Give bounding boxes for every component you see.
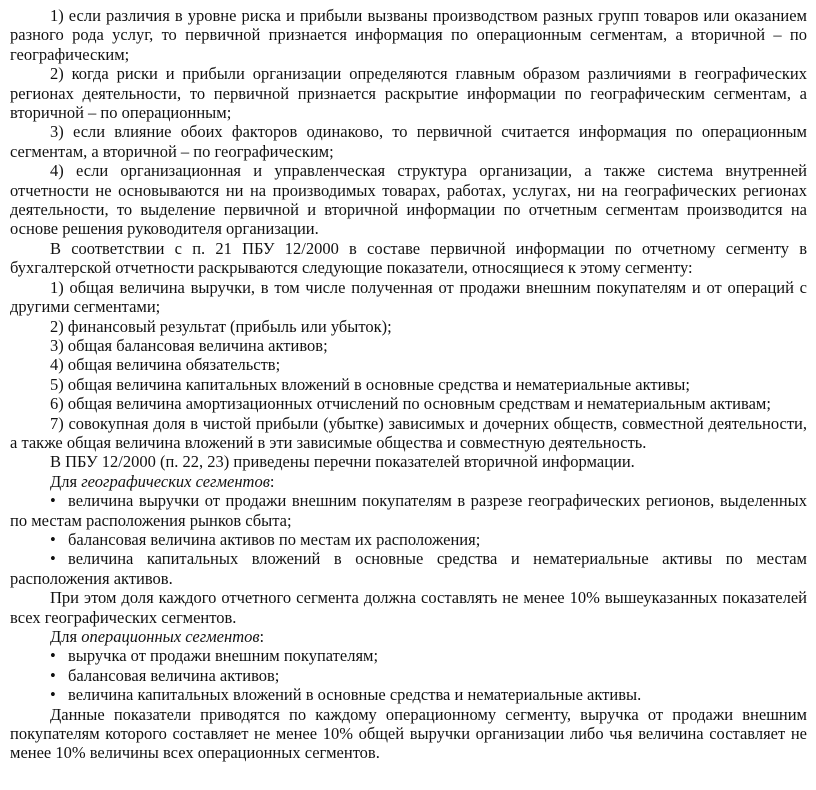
bullet-text: величина капитальных вложений в основные средства и нематериальные активы. [68, 685, 642, 705]
paragraph-list2-item5: 5) общая величина капитальных вложений в основные средства и нематериальные активы; [50, 374, 690, 394]
geo-label-suffix: : [269, 471, 275, 491]
paragraph-list2-item2: 2) финансовый результат (прибыль или убыток); [50, 316, 392, 336]
bullet-text: выручка от продажи внешним покупателям; [68, 646, 379, 666]
geo-segments-label [10, 472, 807, 491]
bullet-icon: • [50, 549, 56, 569]
paragraph-list1-item3: 3) если влияние обоих факторов одинаково, то первичной считается информация по операционным сегментам, а вторичной – по географическим; [10, 122, 807, 161]
bullet-text: балансовая величина активов по местам их расположения; [68, 529, 481, 549]
bullet-text: величина выручки от продажи внешним покупателям в разрезе географических регионов, выделенных по местам расположения рынков сбыта; [10, 491, 807, 530]
op-label-prefix: Для [50, 627, 82, 646]
op-bullet-item1 [10, 646, 807, 665]
paragraph-intro3: В ПБУ 12/2000 (п. 22, 23) приведены перечни показателей вторичной информации. [50, 452, 635, 472]
op-label-suffix: : [259, 627, 265, 646]
bullet-icon: • [50, 529, 56, 549]
paragraph-list2-item7: 7) совокупная доля в чистой прибыли (убытке) зависимых и дочерних обществ, совместной деятельности, а также общая величина вложений в эти зависимые общества и совместную деятельность. [10, 413, 807, 452]
op-bullet-item3 [10, 685, 807, 704]
bullet-icon: • [50, 646, 56, 666]
bullet-text: величина капитальных вложений в основные средства и нематериальные активы по местам расположения активов. [10, 549, 807, 588]
geo-bullet-item2 [10, 530, 807, 549]
paragraph-list1-item4: 4) если организационная и управленческая структура организации, а также система внутренней отчетности не основываются ни на производимых товарах, работах, услугах, ни на географических регионах деятельности, то выделение первичной и вторичной информации по отчетным сегментам производится на основе решения руководителя организации. [10, 161, 807, 239]
op-bullet-item2 [10, 666, 807, 685]
op-label-emphasis: операционных сегментов [81, 627, 260, 646]
paragraph-closing: Данные показатели приводятся по каждому операционному сегменту, выручка от продажи внешним покупателям которого составляет не менее 10% общей выручки организации либо чья величина составляет не менее 10% величины всех операционных сегментов. [10, 704, 807, 763]
paragraph-list2-item4: 4) общая величина обязательств; [50, 355, 281, 375]
geo-label-emphasis: географических сегментов [81, 471, 270, 491]
paragraph-list2-item6: 6) общая величина амортизационных отчислений по основным средствам и нематериальным активам; [50, 394, 771, 414]
paragraph-intro2: В соответствии с п. 21 ПБУ 12/2000 в составе первичной информации по отчетному сегменту в бухгалтерской отчетности раскрываются следующие показатели, относящиеся к этому сегменту: [10, 238, 807, 278]
paragraph-geo-note: При этом доля каждого отчетного сегмента должна составлять не менее 10% вышеуказанных показателей всех географических сегментов. [10, 588, 807, 627]
geo-bullet-item1 [10, 491, 807, 530]
bullet-icon: • [50, 665, 56, 685]
paragraph-list2-item3: 3) общая балансовая величина активов; [50, 335, 328, 355]
op-segments-label [10, 627, 807, 646]
bullet-text: балансовая величина активов; [68, 665, 280, 685]
geo-bullet-item3 [10, 549, 807, 588]
bullet-icon: • [50, 685, 56, 705]
bullet-icon: • [50, 491, 56, 511]
paragraph-list1-item2: 2) когда риски и прибыли организации определяются главным образом различиями в географических регионах деятельности, то первичной признается раскрытие информации по географическим сегментам, а вторичной – по операционным; [10, 64, 807, 123]
paragraph-list2-item1: 1) общая величина выручки, в том числе полученная от продажи внешним покупателям и от операций с другими сегментами; [10, 277, 807, 317]
geo-label-prefix: Для [50, 471, 82, 491]
paragraph-list1-item1: 1) если различия в уровне риска и прибыли вызваны производством разных групп товаров или оказанием разного рода услуг, то первичной признается информация по операционным сегментам, а вторичной – по географическим; [10, 6, 807, 64]
